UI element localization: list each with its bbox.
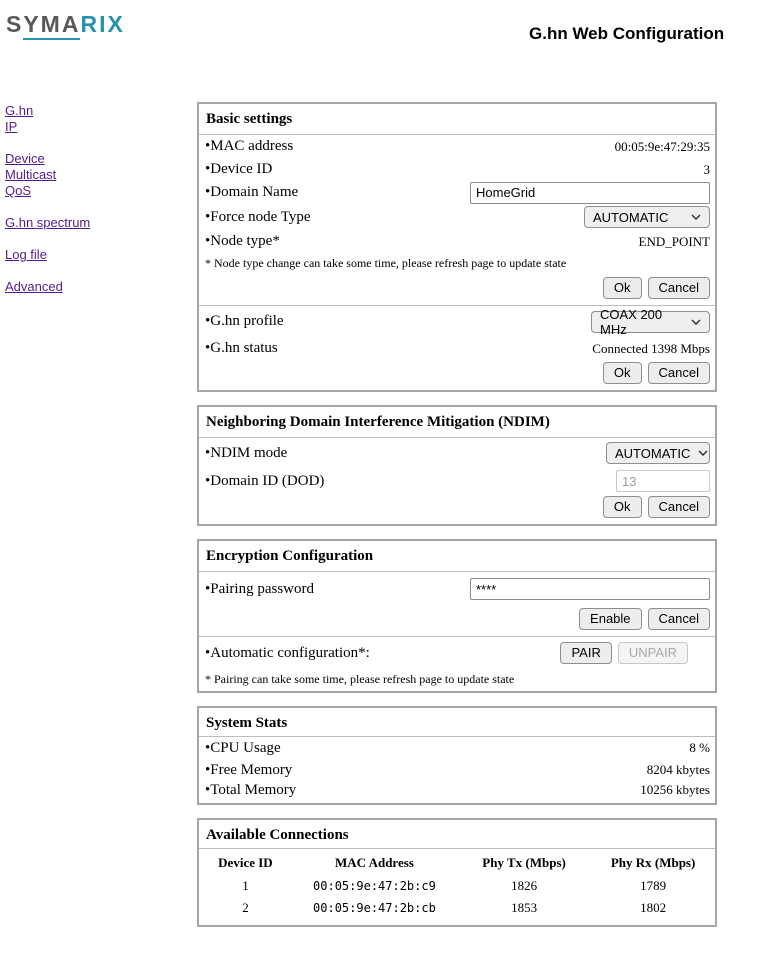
device-id-label: •Device ID	[205, 161, 273, 177]
pairing-password-label: •Pairing password	[205, 580, 314, 597]
cell-device-id: 2	[242, 900, 249, 915]
pairing-password-input[interactable]	[470, 578, 710, 600]
pairing-note: * Pairing can take some time, please refresh page to update state	[205, 672, 515, 686]
free-memory-label: •Free Memory	[205, 761, 293, 778]
cancel-button[interactable]: Cancel	[648, 362, 710, 384]
force-node-type-selected: AUTOMATIC	[593, 209, 669, 225]
force-node-type-row	[199, 204, 715, 230]
available-connections-title: Available Connections	[206, 827, 349, 843]
node-type-row	[199, 230, 715, 253]
domain-name-label: •Domain Name	[205, 184, 299, 200]
ndim-actions	[199, 494, 715, 524]
basic-settings-actions	[199, 275, 715, 305]
mac-address-label: •MAC address	[205, 138, 294, 154]
total-memory-label: •Total Memory	[205, 781, 297, 798]
ndim-mode-row	[199, 438, 715, 468]
nav-group-spectrum	[5, 215, 185, 231]
connections-header-row	[199, 851, 715, 875]
ndim-panel	[197, 405, 717, 526]
chevron-down-icon	[698, 450, 708, 456]
system-stats-title: System Stats	[206, 715, 288, 731]
ghn-status-row	[199, 337, 715, 360]
ghn-profile-label: •G.hn profile	[205, 313, 284, 329]
unpair-button: UNPAIR	[618, 642, 688, 664]
sidebar-item-ghn[interactable]: G.hn	[5, 103, 34, 118]
chevron-down-icon	[691, 319, 701, 325]
nav-group-device	[5, 151, 185, 199]
total-memory-value: 10256 kbytes	[640, 782, 710, 797]
pair-button[interactable]: PAIR	[560, 642, 611, 664]
basic-settings-title: Basic settings	[206, 111, 293, 127]
ok-button[interactable]: Ok	[603, 277, 642, 299]
mac-address-row	[199, 135, 715, 158]
cell-device-id: 1	[242, 878, 249, 893]
node-type-note: * Node type change can take some time, please refresh page to update state	[205, 256, 567, 270]
pairing-password-row	[199, 572, 715, 606]
logo-text-gray-2: YMA	[23, 11, 80, 40]
col-header-device-id: Device ID	[218, 855, 273, 870]
automatic-configuration-label: •Automatic configuration*:	[205, 644, 370, 661]
col-header-mac-address: MAC Address	[335, 855, 414, 870]
nav-group-ghn	[5, 103, 185, 135]
ghn-status-value: Connected 1398 Mbps	[592, 340, 710, 356]
enable-button[interactable]: Enable	[579, 608, 641, 630]
free-memory-row	[199, 759, 715, 781]
cell-phy-tx: 1853	[511, 900, 538, 915]
system-stats-panel	[197, 706, 717, 805]
ghn-profile-actions	[199, 360, 715, 390]
sidebar	[5, 103, 185, 311]
nav-group-logfile	[5, 247, 185, 263]
domain-id-input	[616, 470, 710, 492]
col-header-phy-tx: Phy Tx (Mbps)	[482, 855, 566, 870]
sidebar-item-qos[interactable]: QoS	[5, 183, 32, 198]
sidebar-item-multicast[interactable]: Multicast	[5, 167, 57, 182]
cell-phy-tx: 1826	[511, 878, 538, 893]
ok-button[interactable]: Ok	[603, 496, 642, 518]
ndim-mode-select[interactable]	[606, 442, 710, 464]
force-node-type-label: •Force node Type	[205, 208, 311, 225]
cell-mac-address: 00:05:9e:47:2b:cb	[313, 901, 436, 915]
node-type-label: •Node type*	[205, 233, 280, 249]
sidebar-item-device[interactable]: Device	[5, 151, 45, 166]
col-header-phy-rx: Phy Rx (Mbps)	[610, 855, 696, 870]
domain-id-row	[199, 468, 715, 494]
free-memory-value: 8204 kbytes	[646, 762, 710, 777]
cpu-usage-value: 8 %	[689, 740, 710, 755]
node-type-value: END_POINT	[638, 233, 710, 249]
sidebar-item-log-file[interactable]: Log file	[5, 247, 47, 262]
ndim-mode-label: •NDIM mode	[205, 444, 288, 461]
cancel-button[interactable]: Cancel	[648, 608, 710, 630]
domain-id-label: •Domain ID (DOD)	[205, 472, 325, 489]
sidebar-item-advanced[interactable]: Advanced	[5, 279, 63, 294]
nav-group-advanced	[5, 279, 185, 295]
basic-settings-panel	[197, 102, 717, 392]
main-content	[197, 102, 717, 940]
ndim-title: Neighboring Domain Interference Mitigation (NDIM)	[206, 414, 550, 430]
ndim-mode-selected: AUTOMATIC	[615, 445, 691, 461]
domain-name-row	[199, 181, 715, 204]
total-memory-row	[199, 781, 715, 803]
device-id-row	[199, 158, 715, 181]
cancel-button[interactable]: Cancel	[648, 277, 710, 299]
encryption-actions	[199, 606, 715, 636]
encryption-panel	[197, 539, 717, 693]
page-title: G.hn Web Configuration	[529, 24, 725, 44]
logo-text-gray-1: S	[6, 11, 24, 37]
domain-name-input[interactable]	[470, 182, 710, 204]
cpu-usage-row	[199, 737, 715, 759]
ghn-profile-select[interactable]	[591, 306, 710, 337]
automatic-configuration-row	[199, 637, 715, 669]
ghn-profile-selected: COAX 200 MHz	[600, 306, 663, 337]
chevron-down-icon	[691, 214, 701, 220]
ghn-status-label: •G.hn status	[205, 340, 278, 356]
force-node-type-select[interactable]	[584, 206, 710, 228]
available-connections-panel	[197, 818, 717, 927]
cancel-button[interactable]: Cancel	[648, 496, 710, 518]
symarix-logo	[6, 11, 125, 38]
cpu-usage-label: •CPU Usage	[205, 739, 281, 756]
logo-text-teal: RIX	[80, 11, 125, 37]
table-row	[199, 897, 715, 919]
cell-phy-rx: 1802	[640, 900, 667, 915]
mac-address-value: 00:05:9e:47:29:35	[614, 138, 710, 154]
sidebar-item-ip[interactable]: IP	[5, 119, 18, 134]
device-id-value: 3	[703, 161, 710, 177]
encryption-title: Encryption Configuration	[206, 548, 374, 564]
sidebar-item-ghn-spectrum[interactable]: G.hn spectrum	[5, 215, 91, 230]
cell-mac-address: 00:05:9e:47:2b:c9	[313, 879, 436, 893]
connections-table	[199, 851, 715, 919]
table-row	[199, 875, 715, 897]
ok-button[interactable]: Ok	[603, 362, 642, 384]
ghn-profile-row	[199, 306, 715, 337]
cell-phy-rx: 1789	[640, 878, 667, 893]
